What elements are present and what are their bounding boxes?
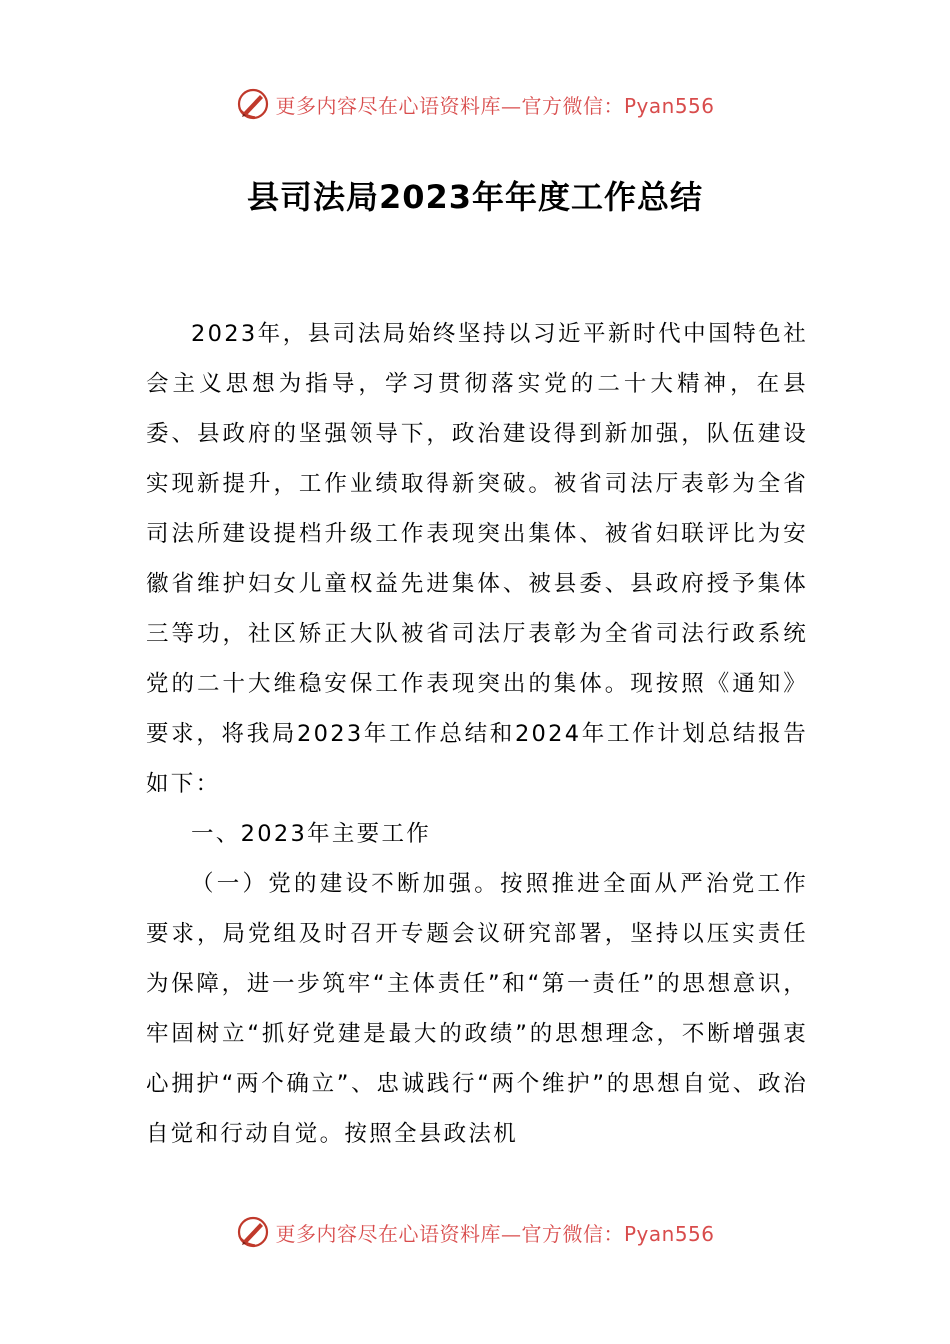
paragraph-intro: 2023年，县司法局始终坚持以习近平新时代中国特色社会主义思想为指导，学习贯彻落实党的二十大精神，在县委、县政府的坚强领导下，政治建设得到新加强，队伍建设实现新提升，工作业绩取得新突破。被省司法厅表彰为全省司法所建设提档升级工作表现突出集体、被省妇联评比为安徽省维护妇女儿童权益先进集体、被县委、县政府授予集体三等功，社区矫正大队被省司法厅表彰为全省司法行政系统党的二十大维稳安保工作表现突出的集体。现按照《通知》要求，将我局2023年工作总结和2024年工作计划总结报告如下： [146,321,808,797]
section-heading: 一、2023年主要工作 [191,821,432,847]
watermark-text: 更多内容尽在心语资料库—官方微信：Pyan556 [275,93,715,118]
pen-circle-logo-icon [235,86,271,122]
watermark-footer [0,1212,950,1252]
watermark-header [0,84,950,124]
document-title: 县司法局2023年年度工作总结 [246,178,704,216]
watermark-text: 更多内容尽在心语资料库—官方微信：Pyan556 [275,1221,715,1246]
pen-circle-logo-icon [235,1214,271,1250]
paragraph-party-building: （一）党的建设不断加强。按照推进全面从严治党工作要求，局党组及时召开专题会议研究部署，坚持以压实责任为保障，进一步筑牢“主体责任”和“第一责任”的思想意识，牢固树立“抓好党建是最大的政绩”的思想理念，不断增强衷心拥护“两个确立”、忠诚践行“两个维护”的思想自觉、政治自觉和行动自觉。按照全县政法机 [146,871,808,1147]
document-body [146,309,808,1159]
